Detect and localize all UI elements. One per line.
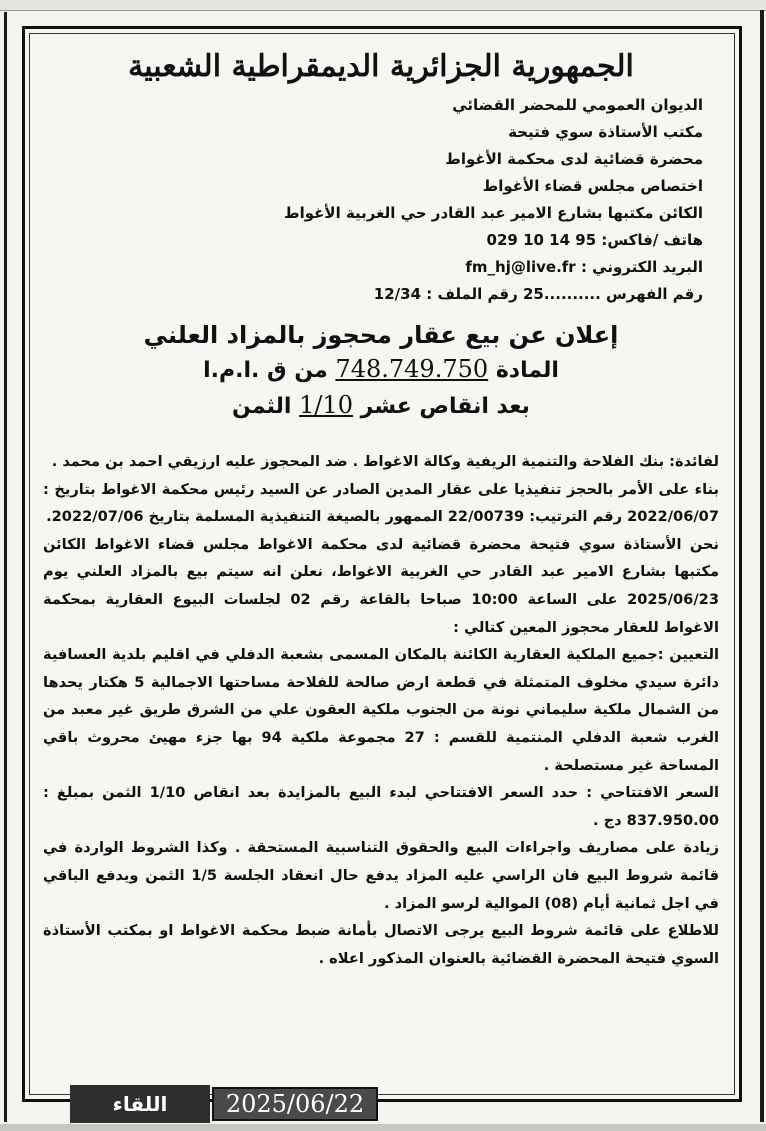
index-value: 25 [522,285,544,303]
republic-heading: الجمهورية الجزائرية الديمقراطية الشعبية [128,49,634,84]
contact-paragraph: للاطلاع على قائمة شروط البيع يرجى الاتصال بأمانة ضبط محكمة الاغواط او بمكتب الأستاذة السوي فتيحة المحضرة القضائية بالعنوان المذكور اعلاه . [43,922,719,967]
order-paragraph: بناء على الأمر بالحجز تنفيذيا على عقار المدين الصادر عن السيد رئيس محكمة الاغواط بتاريخ : 2022/06/07 رقم الترتيب: 22/00739 الممهور بالصيغة التنفيذية المسلمة بتاريخ 2022/07/06. [43,480,719,526]
file-value: 12/34 [373,285,422,303]
email-line [39,254,723,281]
file-label: رقم الملف : [426,285,518,303]
right-column-rule [760,10,764,1122]
beneficiary-paragraph: لفائدة: بنك الفلاحة والتنمية الريفية وكالة الاغواط . ضد المحجوز عليه ارزيقي احمد بن محمد . [51,453,719,470]
publication-date: 2025/06/22 [212,1087,378,1121]
article-number: 748.749.750 [335,355,489,383]
notice-content [39,43,723,972]
article-line [39,352,723,388]
jurisdiction-line: اختصاص مجلس قضاء الأغواط [482,177,703,195]
address-line: الكائن مكتبها بشارع الامير عبد القادر حي الغربية الأغواط [284,204,703,222]
article-prefix: المادة [495,358,559,383]
property-designation-paragraph: التعيين :جميع الملكية العقارية الكائنة بالمكان المسمى بشعبة الدفلي في اقليم بلدية العسافية دائرة سيدي مخلوف المتمثلة في قطعة ارض صالحة للفلاحة مساحتها الاجمالية 5 هكتار يحدها من الشمال ملكية سليماني نونة من الجنوب ملكية العقون علي من الشرق طريق غير معبد من الغرب شعبة الدفلي المنتمية للقسم : 27 مجموعة ملكية 94 بها جزء مهيئ محروث باقي المساحة غير مستصلحة . [43,646,719,774]
reference-line [39,281,723,308]
article-suffix: من ق .ا.م.ا [203,358,328,383]
sale-announcement-paragraph: نحن الأستاذة سوي فتيحة محضرة قضائية لدى محكمة الاغواط مجلس قضاء الاغواط الكائن مكتبها بشارع الامير عبد القادر حي الغربية الاغواط، نعلن انه سيتم بيع بالمزاد العلني يوم 2025/06/23 على الساعة 10:00 صباحا بالقاعة رقم 02 لجلسات البيوع العقارية بمحكمة الاغواط للعقار محجوز المعين كتالي : [43,535,719,636]
bureau-line: مكتب الأستاذة سوي فتيحة [508,123,703,141]
legal-notice [22,26,742,1102]
office-line: الديوان العمومي للمحضر القضائي [452,96,703,114]
court-line: محضرة قضائية لدى محكمة الأغواط [445,150,703,168]
reduction-line [39,388,723,424]
left-column-rule [4,12,7,1122]
email-value: fm_hj@live.fr [465,258,576,276]
notice-body [39,448,723,972]
newspaper-name: اللقاء [70,1085,210,1123]
index-label: رقم الفهرس .......... [543,285,703,303]
notice-title: إعلان عن بيع عقار محجوز بالمزاد العلني [143,321,619,349]
phone-value: 029 10 14 95 [486,231,597,249]
phone-label: هاتف /فاكس: [601,231,703,249]
reduction-prefix: بعد انقاص عشر [360,394,530,419]
reduction-suffix: الثمن [232,394,292,419]
page-top-edge [0,0,766,11]
email-label: البريد الكتروني : [580,258,703,276]
page-bottom-edge [0,1124,766,1131]
fees-paragraph: زيادة على مصاريف واجراءات البيع والحقوق التناسبية المستحقة . وكذا الشروط الواردة في قائمة شروط البيع فان الراسي عليه المزاد يدفع حال انعقاد الجلسة 1/5 الثمن ويدفع الباقي في اجل ثمانية أيام (08) الموالية لرسو المزاد . [43,839,720,912]
opening-price-paragraph: السعر الافتتاحي : حدد السعر الافتتاحي لبدء البيع بالمزايدة بعد انقاص 1/10 الثمن بمبلغ : 837.950.00 دج . [43,784,719,829]
phone-line [39,227,723,254]
reduction-value: 1/10 [299,391,353,419]
